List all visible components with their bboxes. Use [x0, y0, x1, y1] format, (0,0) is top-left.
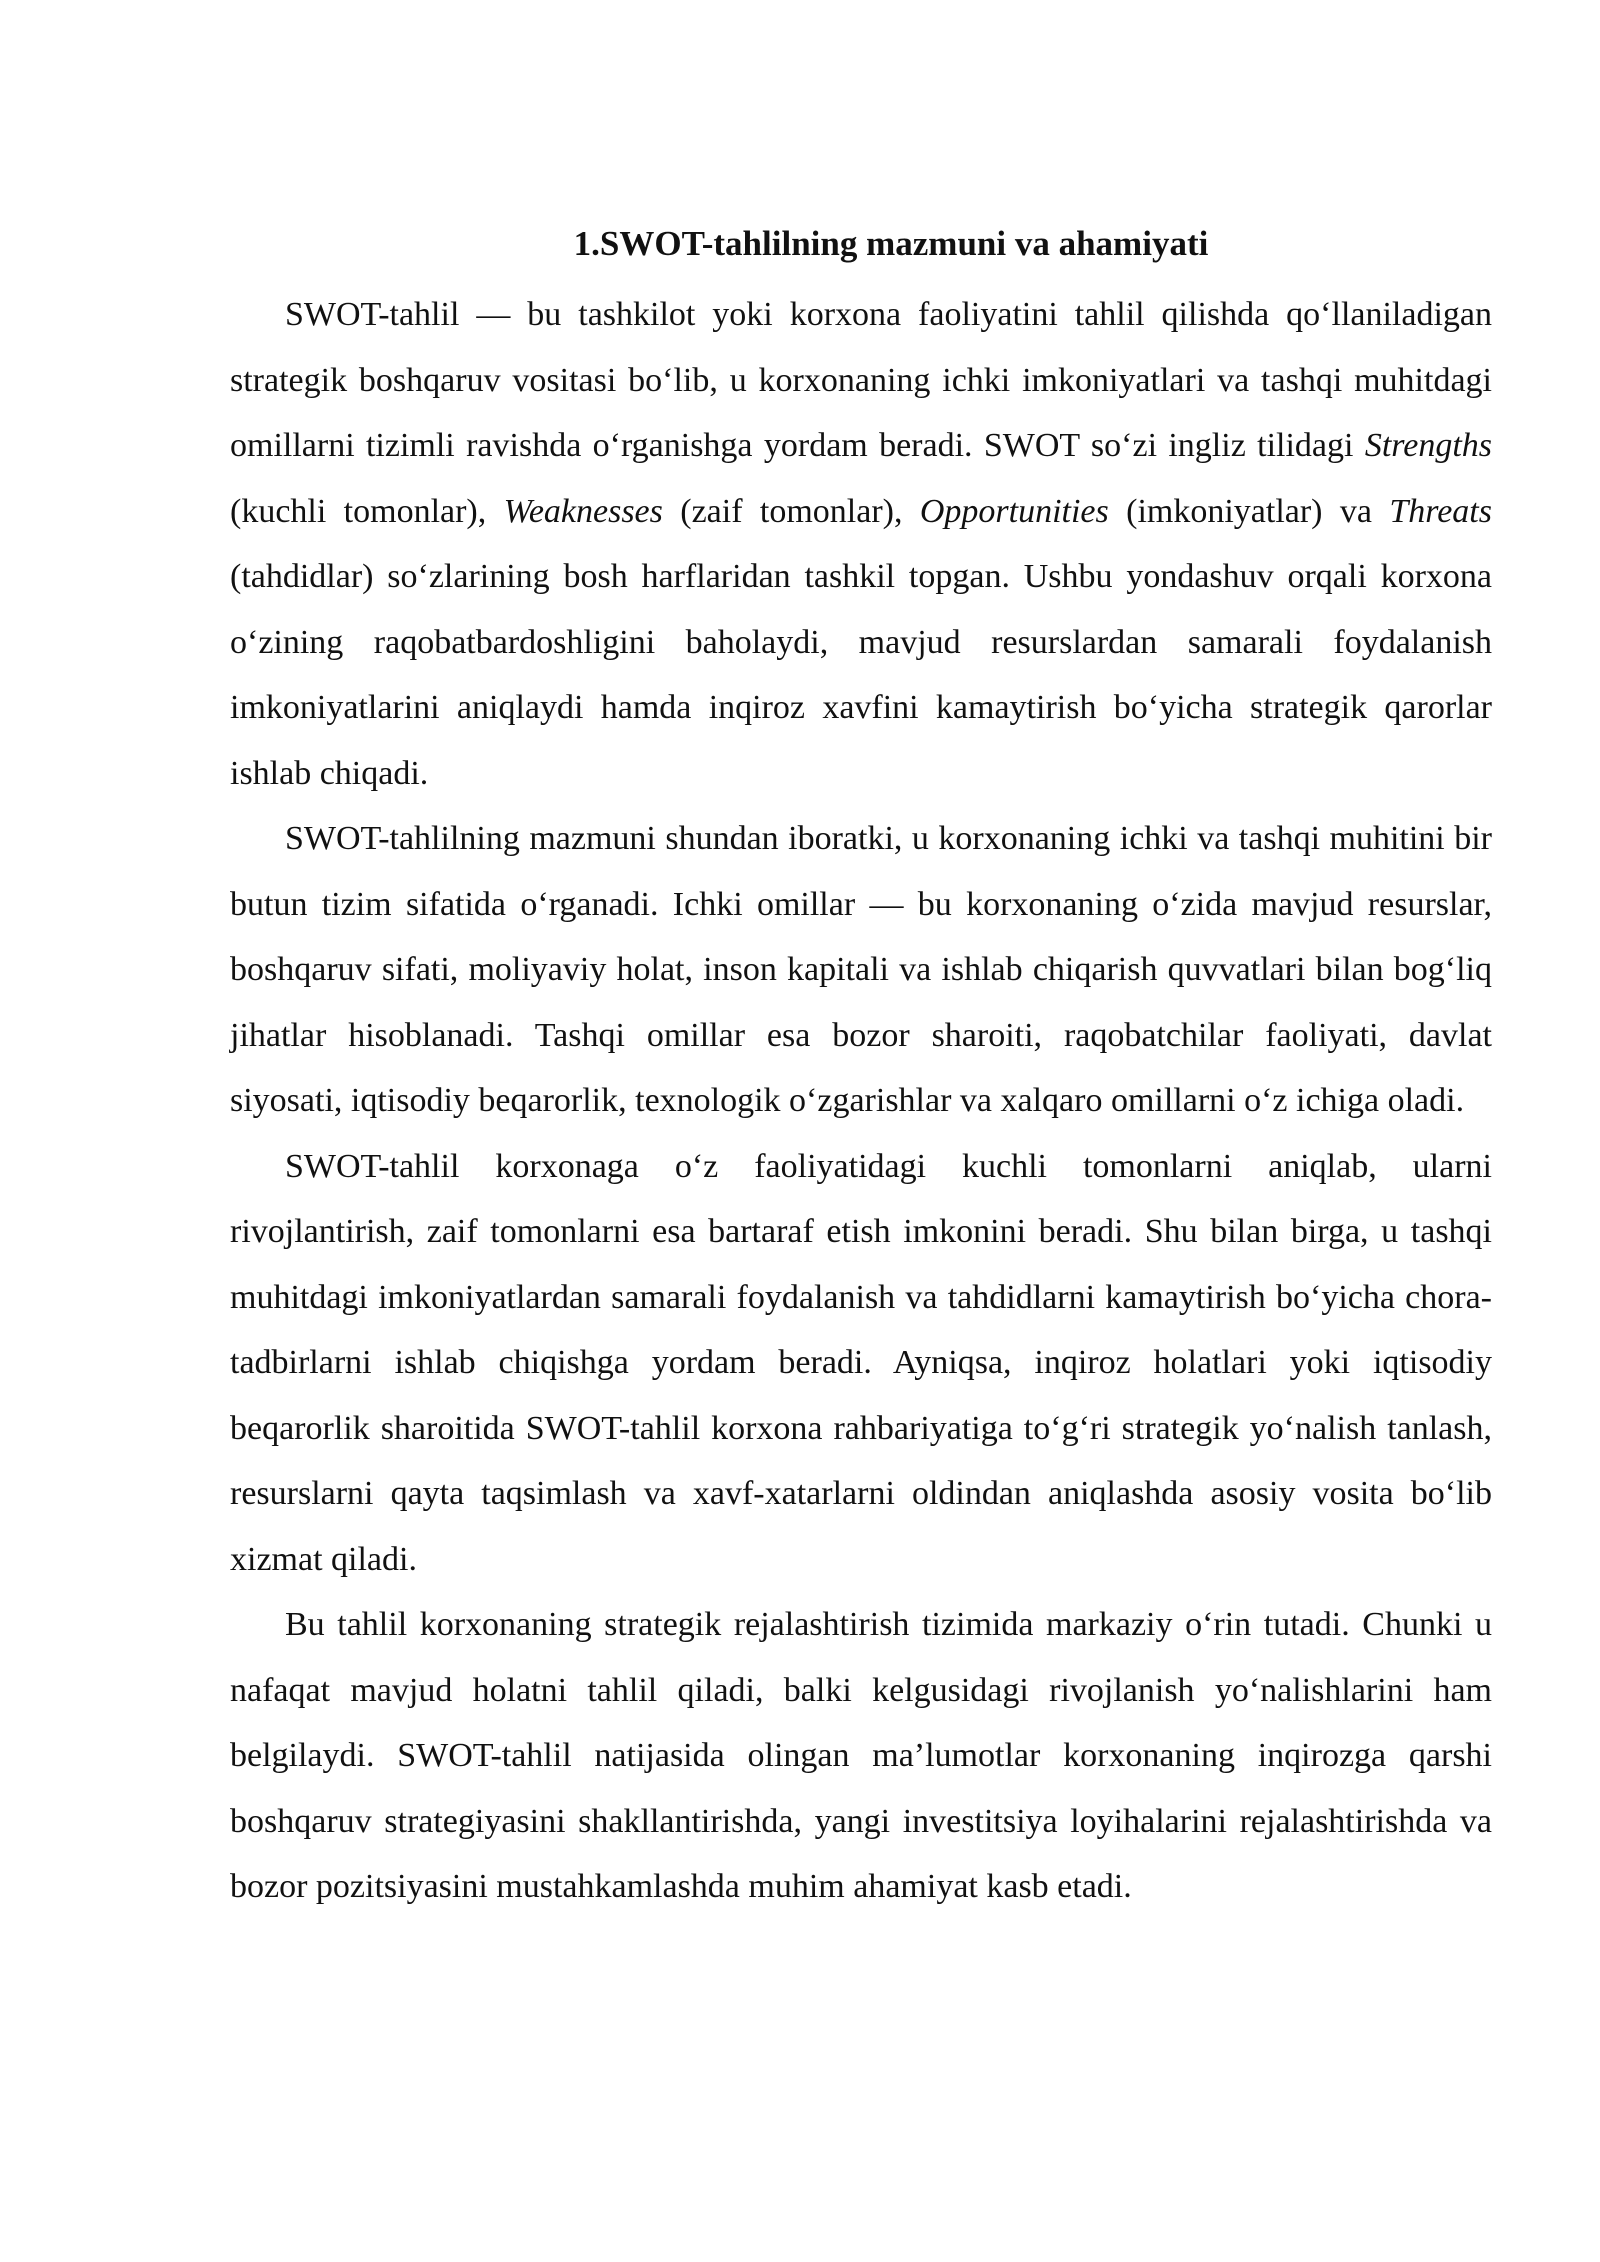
term-weaknesses: Weaknesses	[503, 492, 663, 530]
paragraph-text: SWOT-tahlil — bu tashkilot yoki korxona faoliyatini tahlil qilishda qo‘llaniladigan strategik boshqaruv vositasi bo‘lib, u korxonaning ichki imkoniyatlari va tashqi muhitdagi omillarni tizimli ravishda o‘rganishga yordam beradi. SWOT so‘zi ingliz tilidagi	[230, 296, 1492, 464]
term-opportunities: Opportunities	[919, 492, 1109, 530]
paragraph-benefits: SWOT-tahlil korxonaga o‘z faoliyatidagi kuchli tomonlarni aniqlab, ularni rivojlantirish, zaif tomonlarni esa bartaraf etish imkonini beradi. Shu bilan birga, u tashqi muhitdagi imkoniyatlardan samarali foydalanish va tahdidlarni kamaytirish bo‘yicha chora-tadbirlarni ishlab chiqishga yordam beradi. Ayniqsa, inqiroz holatlari yoki iqtisodiy beqarorlik sharoitida SWOT-tahlil korxona rahbariyatiga to‘g‘ri strategik yo‘nalish tanlash, resurslarni qayta taqsimlash va xavf-xatarlarni oldindan aniqlashda asosiy vosita bo‘lib xizmat qiladi.	[230, 1147, 1492, 1578]
paragraph-content: SWOT-tahlilning mazmuni shundan iboratki, u korxonaning ichki va tashqi muhitini bir butun tizim sifatida o‘rganadi. Ichki omillar — bu korxonaning o‘zida mavjud resurslar, boshqaruv sifati, moliyaviy holat, inson kapitali va ishlab chiqarish quvvatlari bilan bog‘liq jihatlar hisoblanadi. Tashqi omillar esa bozor sharoiti, raqobatchilar faoliyati, davlat siyosati, iqtisodiy beqarorlik, texnologik o‘zgarishlar va xalqaro omillarni o‘z ichiga oladi.	[230, 820, 1492, 1119]
paragraph-text: (tahdidlar) so‘zlarining bosh harflaridan tashkil topgan. Ushbu yondashuv orqali korxona o‘zining raqobatbardoshligini baholaydi, mavjud resurslardan samarali foydalanish imkoniyatlarini aniqlaydi hamda inqiroz xavfini kamaytirish bo‘yicha strategik qarorlar ishlab chiqadi.	[230, 558, 1492, 792]
term-strengths: Strengths	[1364, 427, 1492, 464]
paragraph-text: (zaif tomonlar),	[662, 492, 920, 530]
document-page	[230, 216, 1492, 1920]
section-title: 1.SWOT-tahlilning mazmuni va ahamiyati	[573, 224, 1209, 263]
term-threats: Threats	[1389, 492, 1492, 530]
paragraph-importance: Bu tahlil korxonaning strategik rejalashtirish tizimida markaziy o‘rin tutadi. Chunki u nafaqat mavjud holatni tahlil qiladi, balki kelgusidagi rivojlanish yo‘nalishlarini ham belgilaydi. SWOT-tahlil natijasida olingan ma’lumotlar korxonaning inqirozga qarshi boshqaruv strategiyasini shakllantirishda, yangi investitsiya loyihalarini rejalashtirishda va bozor pozitsiyasini mustahkamlashda muhim ahamiyat kasb etadi.	[230, 1606, 1492, 1905]
paragraph-definition	[230, 282, 1492, 806]
paragraph-text: (kuchli tomonlar),	[230, 492, 504, 530]
paragraph-text: (imkoniyatlar) va	[1108, 492, 1390, 530]
